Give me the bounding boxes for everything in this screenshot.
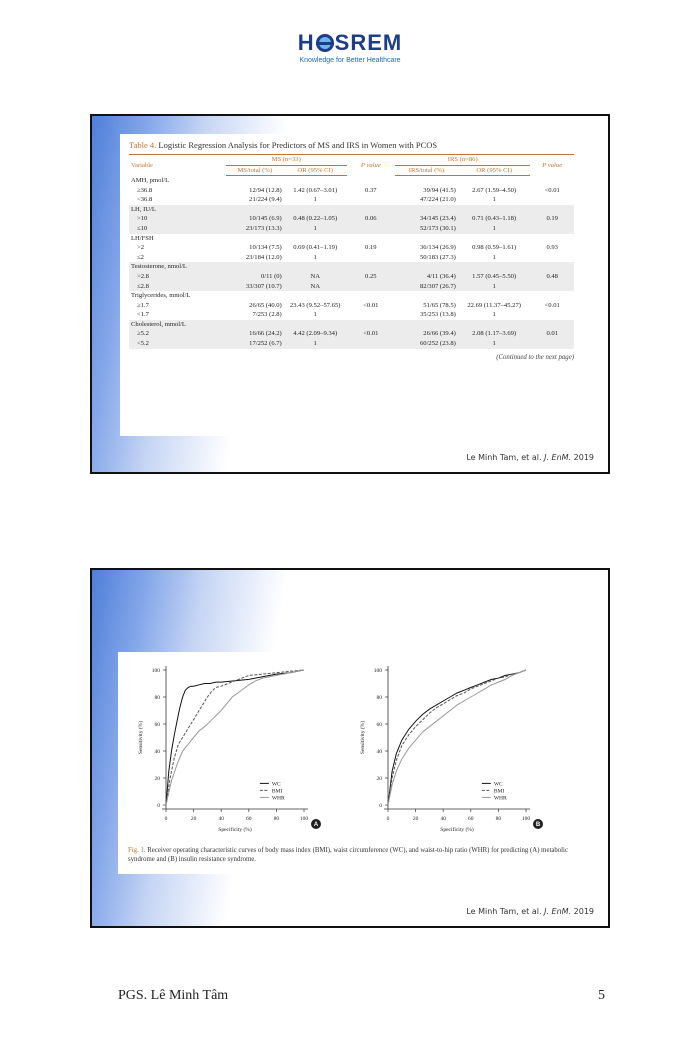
ms-pvalue-cell: 0.25 bbox=[347, 272, 395, 282]
logo-wordmark-start: H bbox=[297, 30, 315, 55]
irs-or-cell: 1 bbox=[492, 196, 496, 204]
irs-total-cell: 82/307 (26.7) bbox=[395, 282, 458, 292]
irs-pvalue-cell: 0.48 bbox=[530, 272, 574, 282]
irs-or-cell: 0.71 (0.43–1.18) bbox=[458, 214, 531, 224]
x-tick-label: 20 bbox=[190, 816, 197, 822]
row-label: ≥5.2 bbox=[129, 329, 226, 339]
irs-pvalue-cell bbox=[530, 339, 574, 349]
irs-total-cell: 39/94 (41.5) bbox=[423, 186, 456, 194]
irs-or-cell: 1 bbox=[458, 339, 531, 349]
table-group-row bbox=[129, 262, 574, 272]
header-ms-or: OR (95% CI) bbox=[284, 165, 347, 176]
group-label: AMH, pmol/L bbox=[131, 177, 170, 185]
ms-total-cell: 17/252 (6.7) bbox=[226, 339, 284, 349]
logo-wordmark-end: SREM bbox=[334, 30, 403, 55]
citation-year: 2019 bbox=[571, 907, 594, 916]
y-tick-label: 0 bbox=[157, 803, 160, 809]
roc-line-wc bbox=[388, 670, 526, 805]
table-title bbox=[129, 140, 574, 150]
y-axis-label: Sensitivity (%) bbox=[138, 720, 144, 755]
x-tick-label: 0 bbox=[164, 816, 168, 822]
ms-total-cell: 10/134 (7.5) bbox=[249, 244, 282, 252]
citation-authors: Le Minh Tam, et al. bbox=[466, 453, 545, 462]
ms-pvalue-cell: <0.01 bbox=[347, 329, 395, 339]
ms-pvalue-cell bbox=[347, 224, 395, 234]
citation bbox=[466, 907, 594, 916]
y-tick-label: 100 bbox=[373, 668, 382, 674]
logo-tagline: Knowledge for Better Healthcare bbox=[299, 57, 401, 64]
ms-total-cell: 23/184 (12.0) bbox=[245, 253, 282, 261]
table-row bbox=[129, 329, 574, 339]
irs-total-cell: 50/183 (27.3) bbox=[419, 253, 456, 261]
header-irs-group: IRS (n=86) bbox=[395, 155, 530, 166]
legend-label-whr: WHR bbox=[493, 795, 507, 802]
irs-total-cell: 36/134 (26.9) bbox=[419, 244, 456, 252]
figure-panel bbox=[118, 652, 590, 874]
header-irs-or: OR (95% CI) bbox=[458, 165, 531, 176]
x-tick-label: 100 bbox=[299, 816, 309, 822]
group-label: LH/FSH bbox=[131, 234, 154, 242]
irs-pvalue-cell bbox=[530, 310, 574, 320]
citation-journal: J. EnM. bbox=[544, 453, 572, 462]
y-tick-label: 20 bbox=[376, 776, 382, 782]
irs-total-cell: 4/11 (36.4) bbox=[395, 272, 458, 282]
ms-pvalue-cell bbox=[347, 282, 395, 292]
table-group-row bbox=[129, 320, 574, 330]
table-row bbox=[129, 339, 574, 349]
ms-or-cell: 23.43 (9.52–57.65) bbox=[289, 301, 341, 309]
row-label: ≤10 bbox=[129, 224, 226, 234]
irs-total-cell: 47/224 (21.0) bbox=[419, 196, 456, 204]
ms-pvalue-cell bbox=[347, 195, 395, 205]
header-irs-pvalue: P value bbox=[530, 155, 574, 176]
panel-label-b: B bbox=[535, 822, 541, 829]
ms-or-cell: 1 bbox=[313, 196, 317, 204]
x-tick-label: 80 bbox=[495, 816, 502, 822]
table-row bbox=[129, 282, 574, 292]
figure-caption bbox=[128, 846, 583, 864]
irs-or-cell: 22.69 (11.37–45.27) bbox=[467, 301, 521, 309]
legend-label-bmi: BMI bbox=[271, 788, 283, 795]
citation bbox=[466, 453, 594, 462]
ms-pvalue-cell bbox=[347, 253, 395, 263]
x-tick-label: 80 bbox=[273, 816, 280, 822]
row-label: <5.2 bbox=[129, 339, 226, 349]
table-row bbox=[129, 243, 574, 253]
irs-total-cell: 26/66 (39.4) bbox=[395, 329, 458, 339]
y-axis-label: Sensitivity (%) bbox=[360, 720, 366, 755]
header-ms-group: MS (n=33) bbox=[226, 155, 347, 166]
irs-or-cell: 1 bbox=[492, 253, 496, 261]
table-title-text: Logistic Regression Analysis for Predictors of MS and IRS in Women with PCOS bbox=[156, 140, 438, 150]
irs-pvalue-cell bbox=[530, 195, 574, 205]
y-tick-label: 100 bbox=[151, 668, 160, 674]
x-tick-label: 20 bbox=[412, 816, 419, 822]
ms-pvalue-cell bbox=[347, 339, 395, 349]
irs-or-cell: 1 bbox=[458, 282, 531, 292]
y-tick-label: 60 bbox=[376, 722, 382, 728]
ms-total-cell: 12/94 (12.8) bbox=[249, 186, 282, 194]
x-tick-label: 100 bbox=[521, 816, 531, 822]
row-label: >2.8 bbox=[129, 272, 226, 282]
row-label: >2 bbox=[137, 244, 145, 252]
ms-pvalue-cell bbox=[347, 310, 395, 320]
footer-author: PGS. Lê Minh Tâm bbox=[118, 988, 229, 1003]
y-tick-label: 20 bbox=[154, 776, 160, 782]
x-tick-label: 60 bbox=[246, 816, 252, 822]
ms-total-cell: 0/11 (0) bbox=[226, 272, 284, 282]
globe-icon bbox=[316, 34, 334, 52]
row-label: <36.8 bbox=[137, 196, 153, 204]
irs-or-cell: 0.98 (0.59–1.61) bbox=[472, 244, 517, 252]
ms-total-cell: 16/66 (24.2) bbox=[226, 329, 284, 339]
ms-or-cell: NA bbox=[284, 282, 347, 292]
ms-total-cell: 26/65 (40.0) bbox=[249, 301, 282, 309]
header-ms-total: MS/total (%) bbox=[226, 165, 284, 176]
y-tick-label: 80 bbox=[376, 695, 382, 701]
ms-or-cell: 1.42 (0.67–3.01) bbox=[293, 186, 338, 194]
y-tick-label: 40 bbox=[154, 749, 160, 755]
ms-total-cell: 23/173 (13.3) bbox=[226, 224, 284, 234]
x-tick-label: 0 bbox=[386, 816, 390, 822]
irs-total-cell: 60/252 (23.8) bbox=[395, 339, 458, 349]
row-label: ≤2 bbox=[137, 253, 144, 261]
table-group-row bbox=[129, 205, 574, 215]
legend-label-wc: WC bbox=[271, 781, 281, 788]
roc-line-bmi bbox=[388, 670, 526, 805]
table-row bbox=[129, 272, 574, 282]
table-body bbox=[129, 176, 574, 349]
ms-pvalue-cell: 0.06 bbox=[347, 214, 395, 224]
irs-or-cell: 2.67 (1.59–4.50) bbox=[472, 186, 517, 194]
ms-or-cell: 1 bbox=[313, 311, 317, 319]
roc-line-bmi bbox=[166, 670, 304, 805]
y-tick-label: 40 bbox=[376, 749, 382, 755]
header-variable: Variable bbox=[129, 155, 226, 176]
irs-pvalue-cell bbox=[530, 224, 574, 234]
irs-pvalue-cell: <0.01 bbox=[544, 301, 560, 309]
table-row bbox=[129, 301, 574, 311]
row-label: >10 bbox=[129, 214, 226, 224]
ms-pvalue-cell: 0.19 bbox=[365, 244, 377, 252]
citation-authors: Le Minh Tam, et al. bbox=[466, 907, 545, 916]
irs-total-cell: 34/145 (23.4) bbox=[395, 214, 458, 224]
ms-total-cell: 33/307 (10.7) bbox=[226, 282, 284, 292]
citation-journal: J. EnM. bbox=[544, 907, 572, 916]
irs-pvalue-cell bbox=[530, 253, 574, 263]
irs-or-cell: 1 bbox=[458, 224, 531, 234]
row-label: ≤2.8 bbox=[129, 282, 226, 292]
irs-pvalue-cell: 0.93 bbox=[546, 244, 558, 252]
row-label: <1.7 bbox=[137, 311, 149, 319]
slide-table bbox=[90, 114, 610, 474]
group-label: LH, IU/L bbox=[129, 205, 574, 215]
table-row bbox=[129, 214, 574, 224]
x-tick-label: 40 bbox=[440, 816, 446, 822]
irs-or-cell: 1 bbox=[492, 311, 496, 319]
ms-or-cell: 0.69 (0.41–1.19) bbox=[293, 244, 338, 252]
ms-pvalue-cell: 0.37 bbox=[365, 186, 377, 194]
table-row bbox=[129, 224, 574, 234]
irs-total-cell: 35/253 (13.8) bbox=[419, 311, 456, 319]
irs-pvalue-cell bbox=[530, 282, 574, 292]
ms-total-cell: 21/224 (9.4) bbox=[249, 196, 282, 204]
legend-label-bmi: BMI bbox=[493, 788, 505, 795]
irs-or-cell: 2.08 (1.17–3.69) bbox=[458, 329, 531, 339]
ms-or-cell: 1 bbox=[284, 224, 347, 234]
logo-wordmark bbox=[0, 30, 700, 56]
ms-or-cell: 4.42 (2.09–9.34) bbox=[284, 329, 347, 339]
x-tick-label: 60 bbox=[468, 816, 474, 822]
ms-or-cell: 1 bbox=[313, 253, 317, 261]
group-label: Triglycerides, mmol/L bbox=[131, 292, 191, 300]
irs-or-cell: 1.57 (0.45–5.50) bbox=[458, 272, 531, 282]
slide-figure bbox=[90, 568, 610, 928]
ms-total-cell: 10/145 (6.9) bbox=[226, 214, 284, 224]
continued-note: (Continued to the next page) bbox=[496, 353, 574, 361]
irs-pvalue-cell: <0.01 bbox=[544, 186, 560, 194]
irs-pvalue-cell: 0.01 bbox=[530, 329, 574, 339]
ms-pvalue-cell: <0.01 bbox=[363, 301, 379, 309]
page-number: 5 bbox=[598, 988, 605, 1003]
x-axis-label: Specificity (%) bbox=[218, 827, 252, 833]
irs-total-cell: 52/173 (30.1) bbox=[395, 224, 458, 234]
table-row bbox=[129, 310, 574, 320]
irs-total-cell: 51/65 (78.5) bbox=[423, 301, 456, 309]
table-row bbox=[129, 253, 574, 263]
panel-label-a: A bbox=[313, 822, 319, 829]
irs-pvalue-cell: 0.19 bbox=[530, 214, 574, 224]
table-panel bbox=[120, 134, 583, 436]
table-group-row bbox=[129, 176, 574, 186]
table-row bbox=[129, 195, 574, 205]
roc-line-wc bbox=[166, 670, 304, 805]
y-tick-label: 80 bbox=[154, 695, 160, 701]
citation-year: 2019 bbox=[571, 453, 594, 462]
row-label: ≥36.8 bbox=[137, 186, 153, 194]
row-label: ≥1.7 bbox=[137, 301, 149, 309]
table-label: Table 4. bbox=[129, 140, 157, 150]
y-tick-label: 0 bbox=[379, 803, 382, 809]
group-label: Cholesterol, mmol/L bbox=[129, 320, 574, 330]
figure-label: Fig. 1. bbox=[128, 847, 146, 854]
roc-figure bbox=[118, 652, 590, 844]
table-group-row bbox=[129, 234, 574, 244]
header-ms-pvalue: P value bbox=[347, 155, 395, 176]
header-irs-total: IRS/total (%) bbox=[395, 165, 458, 176]
legend-label-wc: WC bbox=[493, 781, 503, 788]
ms-or-cell: 1 bbox=[284, 339, 347, 349]
table-row bbox=[129, 186, 574, 196]
ms-or-cell: NA bbox=[284, 272, 347, 282]
figure-caption-text: Receiver operating characteristic curves of body mass index (BMI), waist circumference (WC), and waist-to-hip ratio (WHR) for predicting (A) metabolic syndrome and (B) insulin resistance syndrome. bbox=[128, 847, 568, 864]
roc-line-whr bbox=[388, 670, 526, 805]
ms-or-cell: 0.48 (0.22–1.05) bbox=[284, 214, 347, 224]
group-label: Testosterone, nmol/L bbox=[129, 262, 574, 272]
x-axis-label: Specificity (%) bbox=[440, 827, 474, 833]
y-tick-label: 60 bbox=[154, 722, 160, 728]
table-group-row bbox=[129, 291, 574, 301]
hosrem-logo bbox=[0, 30, 700, 64]
regression-table bbox=[129, 154, 574, 349]
legend-label-whr: WHR bbox=[271, 795, 285, 802]
ms-total-cell: 7/253 (2.8) bbox=[252, 311, 282, 319]
roc-line-whr bbox=[166, 670, 304, 805]
x-tick-label: 40 bbox=[218, 816, 224, 822]
